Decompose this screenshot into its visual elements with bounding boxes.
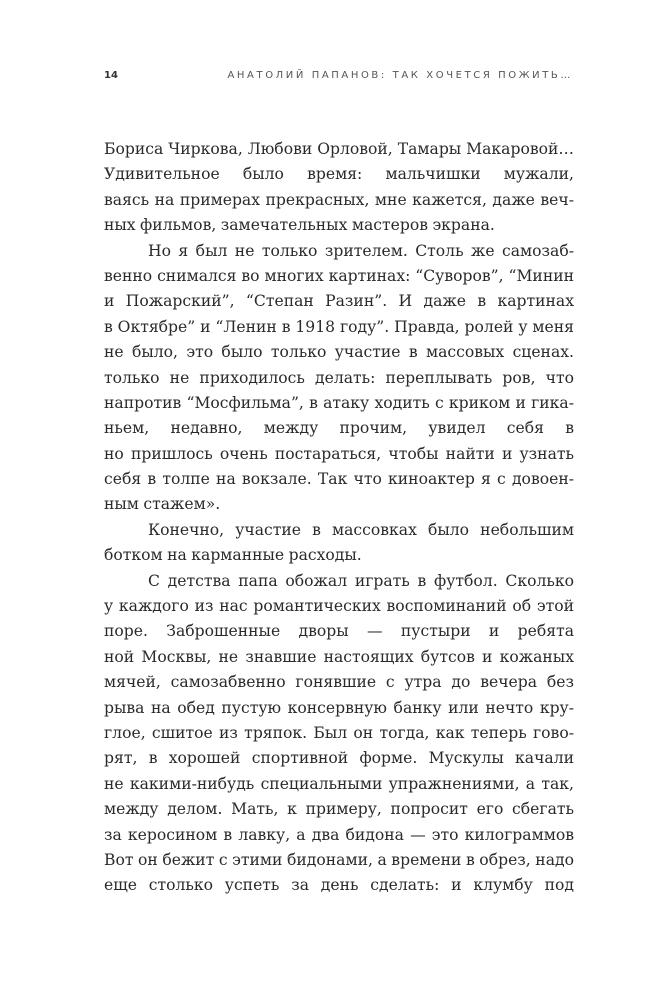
text-line: поре. Заброшенные дворы — пустыри и ребята: [104, 622, 574, 641]
text-line: за керосином в лавку, а два бидона — это килограммов: [104, 825, 574, 844]
text-line: Удивительное было время: мальчишки мужали,: [104, 165, 574, 184]
text-line: еще столько успеть за день сделать: и клумбу под: [104, 876, 574, 895]
text-line: не было, это было только участие в массовых сценах.: [104, 343, 574, 362]
text-line: глое, сшитое из тряпок. Был он тогда, как теперь гово-: [104, 723, 574, 742]
text-line: Вот он бежит с этими бидонами, а времени в обрез, надо: [104, 850, 574, 869]
text-line: ных фильмов, замечательных мастеров экрана.: [104, 216, 495, 235]
text-line: ньем, недавно, между прочим, увидел себя в: [104, 419, 574, 438]
text-line: напротив “Мосфильма”, в атаку ходить с криком и гика-: [104, 393, 574, 412]
text-line: в Октябре” и “Ленин в 1918 году”. Правда, ролей у меня: [104, 317, 574, 336]
running-title: АНАТОЛИЙ ПАПАНОВ: ТАК ХОЧЕТСЯ ПОЖИТЬ…: [227, 70, 573, 81]
page-body: [104, 137, 574, 899]
text-line: мячей, самозабвенно гонявшие с утра до вечера без: [104, 673, 574, 692]
text-line: ным стажем».: [104, 495, 221, 514]
text-line: Но я был не только зрителем. Столь же самозаб-: [148, 241, 574, 260]
text-line: С детства папа обожал играть в футбол. Сколько: [148, 571, 574, 590]
paragraph: [104, 518, 574, 569]
text-line: рыва на обед пустую консервную банку или нечто кру-: [104, 698, 574, 717]
text-line: не какими-нибудь специальными упражнениями, а так,: [104, 774, 574, 793]
page-number: 14: [104, 70, 118, 81]
paragraph: [104, 239, 574, 518]
text-line: между делом. Мать, к примеру, попросит его сбегать: [104, 800, 574, 819]
text-line: ваясь на примерах прекрасных, мне кажется, даже веч-: [104, 190, 574, 209]
text-line: но пришлось очень постараться, чтобы найти и узнать: [104, 444, 574, 463]
text-line: только не приходилось делать: переплывать ров, что: [104, 368, 574, 387]
text-line: Бориса Чиркова, Любови Орловой, Тамары Макаровой…: [104, 140, 574, 158]
text-line: ной Москвы, не знавшие настоящих бутсов и кожаных: [104, 647, 574, 666]
text-line: ботком на карманные расходы.: [104, 546, 362, 565]
text-line: венно снимался во многих картинах: “Суворов”, “Минин: [104, 266, 574, 285]
paragraph: [104, 569, 574, 899]
paragraph: [104, 137, 574, 239]
text-line: у каждого из нас романтических воспоминаний об этой: [104, 597, 574, 616]
text-line: Конечно, участие в массовках было небольшим: [148, 520, 574, 539]
text-line: рят, в хорошей спортивной форме. Мускулы качали: [104, 749, 574, 768]
text-line: себя в толпе на вокзале. Так что киноактер я с довоен-: [104, 470, 574, 489]
page-header: [104, 70, 573, 86]
text-line: и Пожарский”, “Степан Разин”. И даже в картинах: [104, 292, 574, 311]
